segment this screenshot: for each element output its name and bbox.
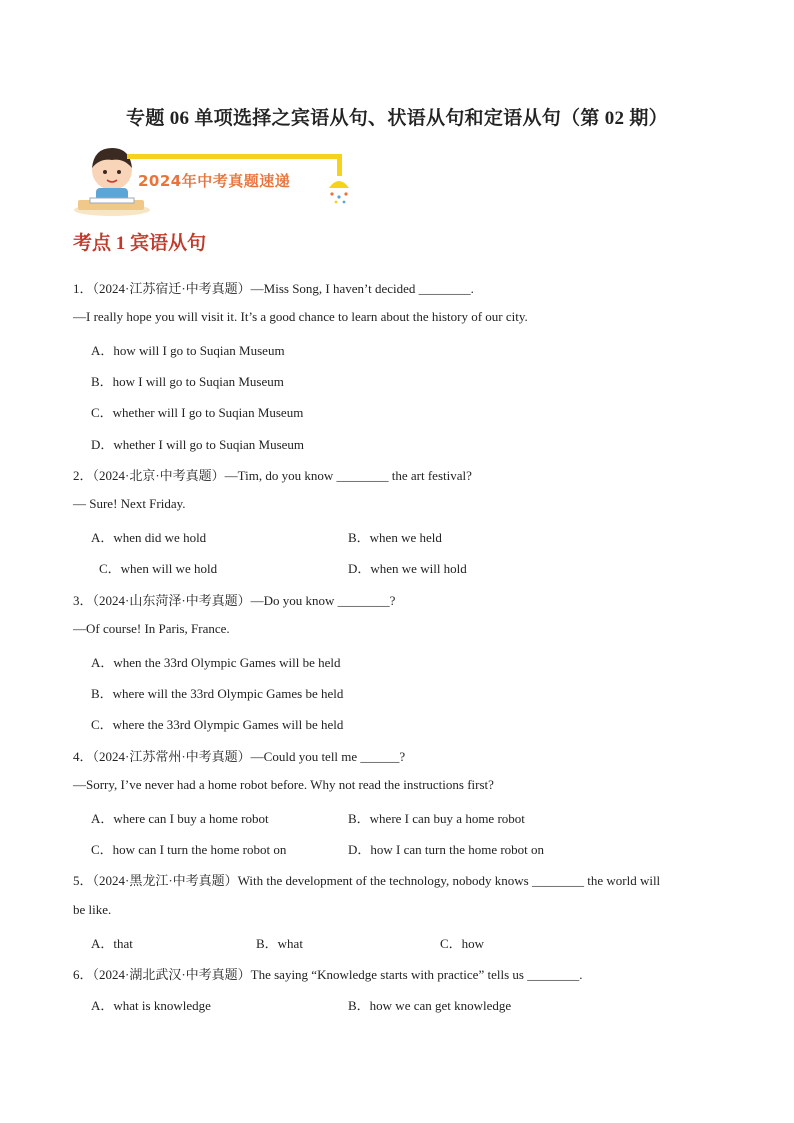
option: C．how can I turn the home robot on bbox=[91, 842, 287, 857]
question-reply: —Of course! In Paris, France. bbox=[73, 621, 230, 636]
option: C．where the 33rd Olympic Games will be held bbox=[91, 717, 344, 732]
section-heading: 考点 1 宾语从句 bbox=[73, 233, 207, 254]
banner-bar bbox=[127, 154, 342, 159]
option: B．where I can buy a home robot bbox=[348, 811, 525, 826]
question-reply: be like. bbox=[73, 902, 112, 917]
option: D．whether I will go to Suqian Museum bbox=[91, 437, 305, 452]
question-stem: 6．（2024·湖北武汉·中考真题）The saying “Knowledge starts with practice” tells us ________. bbox=[73, 967, 583, 982]
option: B．how I will go to Suqian Museum bbox=[91, 374, 284, 389]
option: A．that bbox=[91, 936, 133, 951]
banner-drop bbox=[337, 154, 342, 176]
option: A．where can I buy a home robot bbox=[91, 811, 269, 826]
option: C．whether will I go to Suqian Museum bbox=[91, 405, 304, 420]
option: B．what bbox=[256, 936, 303, 951]
option: A．when the 33rd Olympic Games will be held bbox=[91, 655, 341, 670]
question-reply: —I really hope you will visit it. It’s a good chance to learn about the history of our city. bbox=[73, 309, 528, 324]
option: C．when will we hold bbox=[99, 561, 218, 576]
document-title: 专题 06 单项选择之宾语从句、状语从句和定语从句（第 02 期） bbox=[126, 108, 668, 129]
question-stem: 2．（2024·北京·中考真题）—Tim, do you know ________ the art festival? bbox=[73, 468, 472, 483]
option: D．when we will hold bbox=[348, 561, 467, 576]
question-stem: 1．（2024·江苏宿迁·中考真题）—Miss Song, I haven’t decided ________. bbox=[73, 281, 474, 296]
question-stem: 3．（2024·山东菏泽·中考真题）—Do you know ________? bbox=[73, 593, 396, 608]
section-banner bbox=[72, 140, 362, 220]
banner-label: 2024年中考真题速递 bbox=[138, 172, 291, 190]
lamp-icon bbox=[326, 174, 352, 204]
option: A．when did we hold bbox=[91, 530, 207, 545]
option: C．how bbox=[440, 936, 485, 951]
option: A．what is knowledge bbox=[91, 998, 211, 1013]
option: B．when we held bbox=[348, 530, 442, 545]
question-stem: 5．（2024·黑龙江·中考真题）With the development of the technology, nobody knows ________ the world will bbox=[73, 873, 661, 888]
option: B．how we can get knowledge bbox=[348, 998, 512, 1013]
option: D．how I can turn the home robot on bbox=[348, 842, 545, 857]
question-reply: — Sure! Next Friday. bbox=[73, 496, 186, 511]
option: A．how will I go to Suqian Museum bbox=[91, 343, 285, 358]
question-stem: 4．（2024·江苏常州·中考真题）—Could you tell me ______? bbox=[73, 749, 406, 764]
option: B．where will the 33rd Olympic Games be held bbox=[91, 686, 344, 701]
question-reply: —Sorry, I’ve never had a home robot before. Why not read the instructions first? bbox=[73, 777, 494, 792]
